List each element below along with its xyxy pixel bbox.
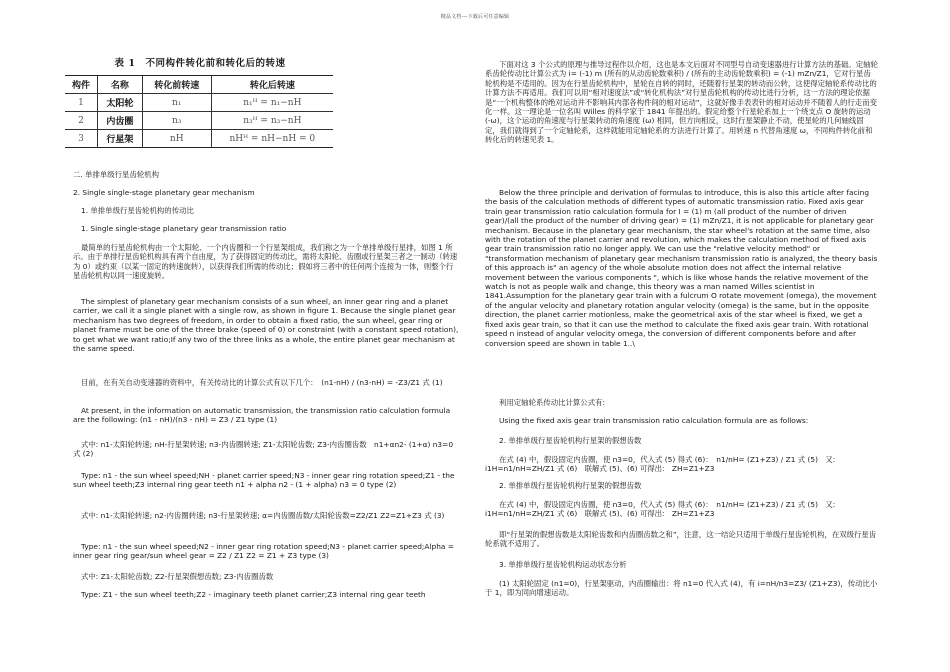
paragraph: 式中: Z1-太阳轮齿数; Z2-行星架假想齿数; Z3-内齿圈齿数: [81, 572, 274, 581]
header-note: 精品文档---下载后可任意编辑: [440, 14, 510, 20]
paragraph: Below the three principle and derivation of formulas to introduce, this is also this article after facing the basis of the calculation methods of different types of automatic transmission ratio. Fixed axis gear train gear transmission ratio calculation formula for I = (1) m (all product of the number of driven gear)/(all the product of the number of driving gear) = (1) mZn/Z1, it is not applicable for planetary gear mechanism. Because in the planetary gear mechanism, the star wheel's rotation at the same time, also with the rotation of the planet carrier and revolution, which makes the calculation method of fixed axis gear train transmission ratio no longer apply. We can use the "relative velocity method" or "transformation mechanism of planetary gear mechanism transmission ratio is analyzed, the theory basis of this approach is" an agency of the whole absolute motion does not affect the internal relative movement between the various components ", which is like whose hands the relative movement of the watch is not as people walk and change, this theory was a man named Willes scientist in 1841.Assumption for the planetary gear train with a fulcrum O rotate movement (omega), the movement of the angular velocity and planetary rotation angular velocity (omega) is the same, but in the opposite direction, the planet carrier motionless, make the geometrical axis of the star wheel is fixed, we get a fixed axis gear train, so that it can use the method to calculate the fixed axis gear train. With rotational speed n instead of angular velocity omega, the conversion of different components before and after conversion speed are shown in table 1..\: [485, 188, 878, 348]
speed-table: [65, 75, 333, 148]
paragraph: 最简单的行星齿轮机构由一个太阳轮、一个内齿圈和一个行星架组成，我们称之为一个单排单级行星排，如图 1 所示。由于单排行星齿轮机构具有两个自由度，为了获得固定的传动比，需将太阳轮、齿圈或行星架三者之一制动（转速为 0）或约束（以某一固定的转速旋转），以获得我们所需的传动比；假如将三者中的任何两个连接为一体，则整个行星齿轮机构以同一速度旋转。: [73, 243, 458, 281]
table-header-row: [65, 76, 333, 94]
table-header-cell: 转化前转速: [142, 76, 211, 94]
subsection-heading: 1. Single single-stage planetary gear transmission ratio: [81, 224, 287, 233]
table-cell: 2: [65, 112, 97, 130]
section-heading: 2. Single single-stage planetary gear mechanism: [73, 188, 255, 197]
subsection-heading: 2. 单排单级行星齿轮机构行星架的假想齿数: [499, 436, 642, 445]
table-cell: nH: [142, 130, 211, 148]
paragraph: 即“行星架的假想齿数是太阳轮齿数和内齿圈齿数之和”，注意，这一结论只适用于单级行星齿轮机构，在双级行星齿轮系就不适用了。: [485, 530, 877, 549]
paragraph: At present, in the information on automatic transmission, the transmission ratio calculation formula are the following: (n1 - nH)/(n3 - nH) = Z3 / Z1 type (1): [73, 406, 451, 425]
paragraph: Using the fixed axis gear train transmission ratio calculation formula are as follows:: [499, 416, 809, 425]
paragraph: 利用定轴轮系传动比计算公式有:: [499, 398, 605, 407]
subsection-heading: 3. 单排单级行星齿轮机构运动状态分析: [499, 560, 627, 569]
paragraph: Type: n1 - the sun wheel speed;N2 - inner gear ring rotation speed;N3 - planet carrier speed;Alpha = inner gear ring gear/sun wheel gear = Z2 / Z1 Z2 = Z1 + Z3 type (3): [73, 542, 454, 561]
section-heading: 二. 单排单级行星齿轮机构: [73, 170, 159, 179]
paragraph: 在式 (4) 中，假设固定内齿圈，使 n3=0，代入式 (5) 得式 (6)： n1/nH= (Z1+Z3) / Z1 式 (5) 又: i1H=n1/nH=ZH/Z1 式 (6) 联解式 (5)、(6) 可得出: ZH=Z1+Z3: [485, 455, 836, 474]
table-cell: 1: [65, 94, 97, 112]
table-cell: n₃: [142, 112, 211, 130]
table-row: [65, 112, 333, 130]
table-row: [65, 94, 333, 112]
paragraph: The simplest of planetary gear mechanism consists of a sun wheel, an inner gear ring and a planet carrier, we call it a single planet with a single row, as shown in figure 1. Because the single planet gear mechanism has two degrees of freedom, in order to obtain a fixed ratio, the sun wheel, gear ring or planet frame must be one of the three brake (speed of 0) or constraint (with a constant speed rotation), to get what we want ratio;If any two of the three links as a whole, the entire planet gear mechanism at the same speed.: [73, 297, 459, 354]
table-row: [65, 130, 333, 148]
speed-table-block: [50, 58, 350, 148]
paragraph: Type: n1 - the sun wheel speed;NH - planet carrier speed;N3 - inner gear ring rotation speed;Z1 - the sun wheel teeth;Z3 internal ring gear teeth n1 + alpha n2 - (1 + alpha) n3 = 0 type (2): [73, 471, 455, 490]
table-header-cell: 名称: [97, 76, 142, 94]
subsection-heading: 1. 单排单级行星齿轮机构的传动比: [81, 206, 194, 215]
table-cell: n₃ᴴ = n₃−nH: [211, 112, 333, 130]
table-cell: 3: [65, 130, 97, 148]
table-title: 表 1 不同构件转化前和转化后的转速: [114, 58, 286, 69]
table-header-cell: 转化后转速: [211, 76, 333, 94]
table-cell: nHᴴ = nH−nH = 0: [211, 130, 333, 148]
paragraph: 式中: n1-太阳轮转速; n2-内齿圈转速; n3-行星架转速; α=内齿圈齿数/太阳轮齿数=Z2/Z1 Z2=Z1+Z3 式 (3): [81, 511, 445, 520]
table-header-cell: 构件: [65, 76, 97, 94]
paragraph: 式中: n1-太阳轮转速; nH-行星架转速; n3-内齿圈转速; Z1-太阳轮齿数; Z3-内齿圈齿数 n1+αn2- (1+α) n3=0 式 (2): [73, 440, 454, 459]
paragraph: (1) 太阳轮固定 (n1=0)，行星架驱动，内齿圈输出：将 n1=0 代入式 (4)，有 i=nH/n3=Z3/ (Z1+Z3)，传动比小于 1，即为同向增速运动。: [485, 579, 878, 598]
table-cell: 太阳轮: [97, 94, 142, 112]
table-cell: n₁ᴴ = n₁−nH: [211, 94, 333, 112]
paragraph: 在式 (4) 中，假设固定内齿圈，使 n3=0，代入式 (5) 得式 (6)： n1/nH= (Z1+Z3) / Z1 式 (5) 又: i1H=n1/nH=ZH/Z1 式 (6) 联解式 (5)、(6) 可得出: ZH=Z1+Z3: [485, 500, 836, 519]
table-cell: n₁: [142, 94, 211, 112]
paragraph: 目前，在有关自动变速器的资料中，有关传动比的计算公式有以下几个： (n1-nH) / (n3-nH) = -Z3/Z1 式 (1): [81, 378, 443, 387]
table-cell: 内齿圈: [97, 112, 142, 130]
paragraph: 下面对这 3 个公式的原理与推导过程作以介绍，这也是本文后面对不同型号自动变速器进行计算方法的基础。定轴轮系齿轮传动比计算公式为 i= (-1) m (所有的从动齿轮数乘积) / (所有的主动齿轮数乘积) = (-1) mZn/Z1，它对行星齿轮机构是不适用的。因为在行星齿轮机构中，星轮在自转的同时，还随着行星架的转动而公转，这使得定轴轮系传动比的计算方法不再适用。我们可以用“相对速度法”或“转化机构法”对行星齿轮机构的传动比进行分析，这一方法的理论依据是“一个机构整体的绝对运动并不影响其内部各构件间的相对运动”，这就好像手表表针的相对运动并不随着人的行走而变化一样。这一理论是一位名叫 Willes 的科学家于 1841 年提出的。假定给整个行星轮系加上一个绕支点 O 旋转的运动 (-ω)，这个运动的角速度与行星架转动的角速度 (ω) 相同，但方向相反，这时行星架静止不动，使星轮的几何轴线固定，我们就得到了一个定轴轮系，这样就能用定轴轮系的方法进行计算了。用转速 n 代替角速度 ω，不同构件转化前和转化后的转速见表 1。: [485, 60, 878, 145]
paragraph: Type: Z1 - the sun wheel teeth;Z2 - imaginary teeth planet carrier;Z3 internal ring gear teeth: [81, 590, 426, 599]
table-cell: 行星架: [97, 130, 142, 148]
subsection-heading: 2. 单排单级行星齿轮机构行星架的假想齿数: [499, 481, 642, 490]
